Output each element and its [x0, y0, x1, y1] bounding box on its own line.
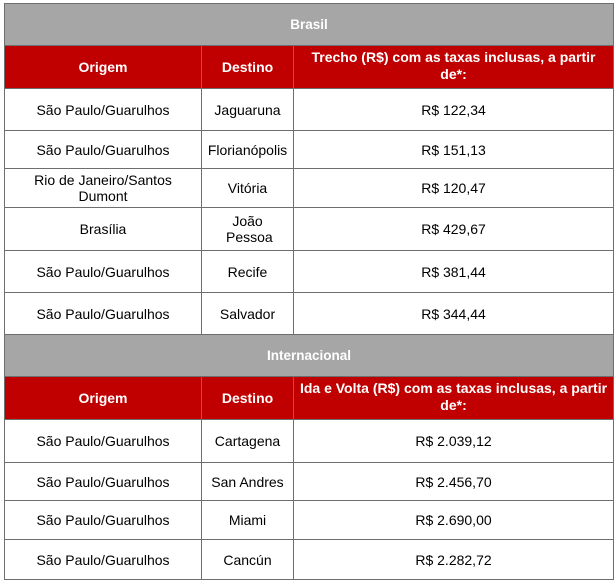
header-origem: Origem — [5, 46, 202, 89]
cell-origem: São Paulo/Guarulhos — [5, 131, 202, 169]
cell-origem: São Paulo/Guarulhos — [5, 89, 202, 131]
table-row — [5, 420, 614, 463]
cell-preco: R$ 2.690,00 — [294, 501, 614, 540]
cell-origem: São Paulo/Guarulhos — [5, 293, 202, 335]
column-header-row — [5, 377, 614, 420]
header-preco: Trecho (R$) com as taxas inclusas, a partir de*: — [294, 46, 614, 89]
section-title: Internacional — [5, 335, 614, 377]
header-origem: Origem — [5, 377, 202, 420]
cell-destino: Salvador — [202, 293, 294, 335]
cell-origem: Brasília — [5, 208, 202, 251]
cell-preco: R$ 2.039,12 — [294, 420, 614, 463]
cell-origem: São Paulo/Guarulhos — [5, 420, 202, 463]
cell-destino: Cartagena — [202, 420, 294, 463]
cell-preco: R$ 344,44 — [294, 293, 614, 335]
cell-preco: R$ 2.456,70 — [294, 463, 614, 501]
cell-preco: R$ 381,44 — [294, 251, 614, 293]
cell-destino: Vitória — [202, 169, 294, 208]
section-title: Brasil — [5, 4, 614, 46]
cell-preco: R$ 151,13 — [294, 131, 614, 169]
fares-table — [4, 3, 614, 580]
cell-origem: São Paulo/Guarulhos — [5, 463, 202, 501]
table-row — [5, 208, 614, 251]
cell-destino: Cancún — [202, 540, 294, 580]
header-preco: Ida e Volta (R$) com as taxas inclusas, a partir de*: — [294, 377, 614, 420]
cell-preco: R$ 2.282,72 — [294, 540, 614, 580]
cell-destino: Florianópolis — [202, 131, 294, 169]
table-row — [5, 89, 614, 131]
cell-destino: San Andres — [202, 463, 294, 501]
cell-preco: R$ 122,34 — [294, 89, 614, 131]
cell-destino: Recife — [202, 251, 294, 293]
table-row — [5, 169, 614, 208]
cell-preco: R$ 429,67 — [294, 208, 614, 251]
cell-destino: João Pessoa — [202, 208, 294, 251]
cell-destino: Miami — [202, 501, 294, 540]
cell-origem: Rio de Janeiro/Santos Dumont — [5, 169, 202, 208]
section-header-brasil — [5, 4, 614, 46]
table-row — [5, 540, 614, 580]
column-header-row — [5, 46, 614, 89]
cell-preco: R$ 120,47 — [294, 169, 614, 208]
table-row — [5, 501, 614, 540]
cell-origem: São Paulo/Guarulhos — [5, 540, 202, 580]
table-row — [5, 131, 614, 169]
cell-origem: São Paulo/Guarulhos — [5, 501, 202, 540]
table-row — [5, 251, 614, 293]
table-row — [5, 463, 614, 501]
cell-origem: São Paulo/Guarulhos — [5, 251, 202, 293]
section-header-internacional — [5, 335, 614, 377]
header-destino: Destino — [202, 46, 294, 89]
table-row — [5, 293, 614, 335]
header-destino: Destino — [202, 377, 294, 420]
cell-destino: Jaguaruna — [202, 89, 294, 131]
